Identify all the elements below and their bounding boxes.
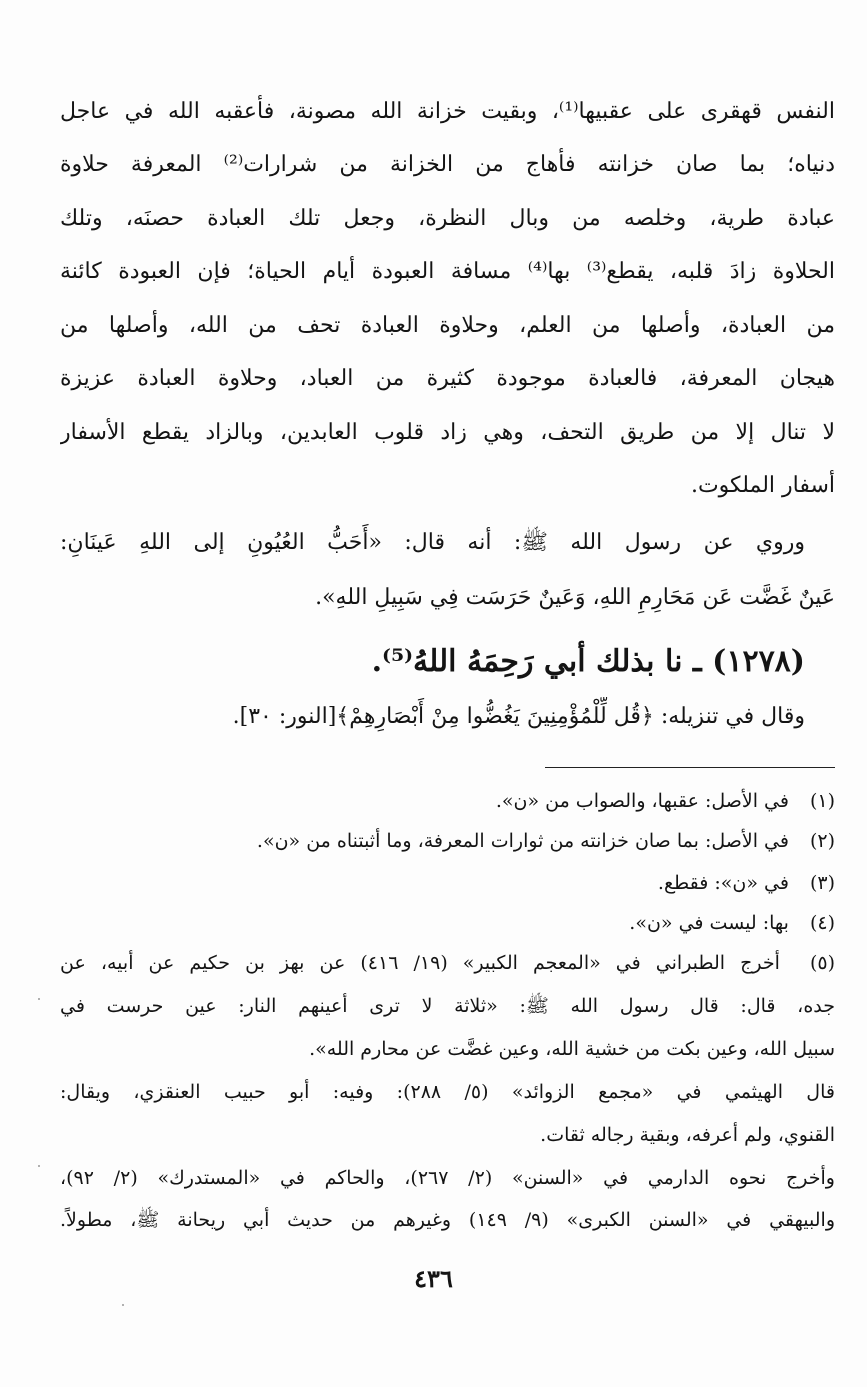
footnote-5-line-6: وأخرج نحوه الدارمي في «السنن» (٢/ ٢٦٧)، والحاكم في «المستدرك» (٢/ ٩٢)،: [60, 1167, 835, 1189]
hadith-line-1: وروي عن رسول الله ﷺ: أنه قال: «أَحَبُّ العُيُونِ إلى اللهِ عَينَانِ:: [60, 530, 805, 555]
footnote-number: (٤): [809, 912, 835, 934]
footnote-5-line-2: جده، قال: قال رسول الله ﷺ: «ثلاثة لا ترى أعينهم النار: عين حرست في: [60, 995, 835, 1017]
footnote-5-line-7: والبيهقي في «السنن الكبرى» (٩/ ١٤٩) وغيرهم من حديث أبي ريحانة ﷺ، مطولاً.: [60, 1209, 835, 1231]
footnote-5: [60, 946, 835, 984]
scan-speck: [122, 1304, 124, 1306]
footnote-number: (٢): [809, 830, 835, 852]
body-line-2: دنياه؛ بما صان خزانته فأهاج من الخزانة من شرارات⁽²⁾ المعرفة حلاوة: [60, 152, 835, 177]
footnote-number: (٣): [809, 872, 835, 894]
footnote-text: أخرج الطبراني في «المعجم الكبير» (١٩/ ٤١٦) عن بهز بن حكيم عن أبيه، عن: [60, 952, 780, 974]
body-line-3: عبادة طرية، وخلصه من وبال النظرة، وجعل تلك العبادة حصنَه، وتلك: [60, 206, 835, 231]
body-line-1: النفس قهقرى على عقبيها⁽¹⁾، وبقيت خزانة الله مصونة، فأعقبه الله في عاجل: [60, 99, 835, 124]
footnote-number: (١): [809, 790, 835, 812]
footnote-separator: [545, 767, 835, 768]
footnote-text: بها: ليست في «ن».: [629, 912, 789, 934]
footnote-number: (٥): [809, 952, 835, 974]
footnote-text: في «ن»: فقطع.: [657, 872, 789, 894]
scan-speck: [38, 998, 40, 1000]
footnote-3: [60, 866, 835, 904]
footnote-5-line-5: القنوي، ولم أعرفه، وبقية رجاله ثقات.: [540, 1124, 835, 1146]
footnote-5-line-3: سبيل الله، وعين بكت من خشية الله، وعين غضَّت عن محارم الله».: [309, 1038, 835, 1060]
body-line-6: هيجان المعرفة، فالعبادة موجودة كثيرة من العباد، وحلاوة العبادة عزيزة: [60, 366, 835, 391]
scan-speck: [38, 1165, 40, 1167]
footnote-text: في الأصل: عقبها، والصواب من «ن».: [495, 790, 789, 812]
hadith-line-2: عَينٌ غَضَّت عَن مَحَارِمِ اللهِ، وَعَينٌ حَرَسَت فِي سَبِيلِ اللهِ».: [315, 585, 835, 610]
body-line-7: لا تنال إلا من طريق التحف، وهي زاد قلوب العابدين، وبالزاد يقطع الأسفار: [60, 420, 835, 445]
footnote-4: [60, 906, 835, 944]
footnote-5-line-4: قال الهيثمي في «مجمع الزوائد» (٥/ ٢٨٨): وفيه: أبو حبيب العنقزي، ويقال:: [60, 1081, 835, 1103]
narration-heading: (١٢٧٨) ـ نا بذلك أبي رَحِمَهُ اللهُ⁽⁵⁾.: [371, 644, 805, 679]
body-line-4: الحلاوة زادَ قلبه، يقطع⁽³⁾ بها⁽⁴⁾ مسافة العبودة أيام الحياة؛ فإن العبودة كائنة: [60, 259, 835, 284]
verse-line: وقال في تنزيله: ﴿قُل لِّلْمُؤْمِنِينَ يَغُضُّوا مِنْ أَبْصَارِهِمْ﴾[النور: ٣٠].: [232, 704, 805, 729]
body-line-8: أسفار الملكوت.: [690, 473, 835, 498]
footnote-2: [60, 824, 835, 862]
page-number: ٤٣٦: [414, 1264, 453, 1293]
footnote-text: في الأصل: بما صان خزانته من ثوارات المعرفة، وما أثبتناه من «ن».: [256, 830, 789, 852]
body-line-5: من العبادة، وأصلها من العلم، وحلاوة العبادة تحف من الله، وأصلها من: [60, 313, 835, 338]
footnote-1: [60, 784, 835, 822]
